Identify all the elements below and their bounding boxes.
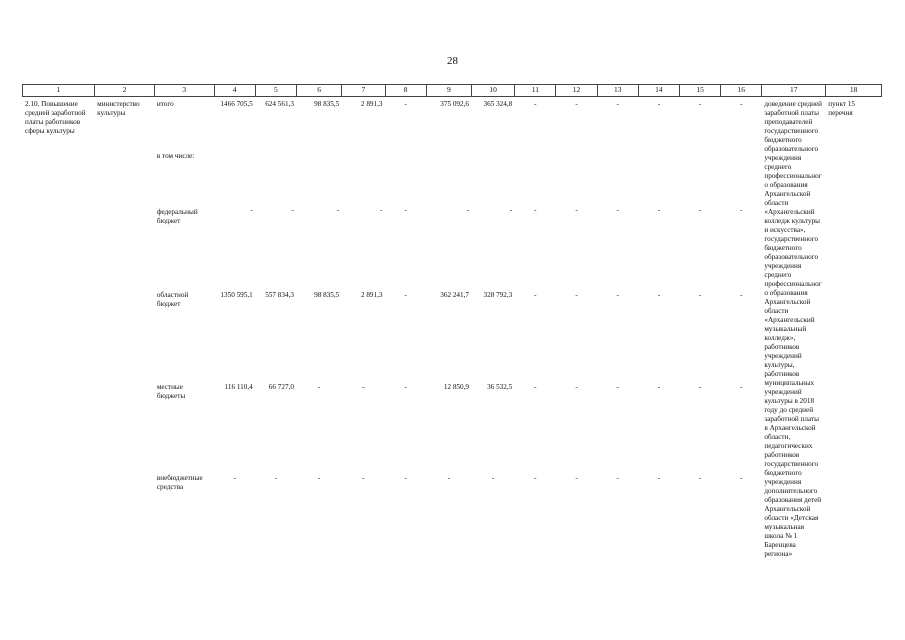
value-cell: -: [657, 474, 661, 483]
col-header: 8: [385, 85, 426, 97]
value-cell: 375 092,6: [440, 100, 469, 108]
value-cell: -: [575, 205, 578, 214]
value-cell: 12 850,9: [443, 382, 469, 391]
measure-name: 2.10. Повышение средней заработной платы работников сферы культуры: [25, 100, 86, 135]
col-header: 11: [515, 85, 556, 97]
funding-source: внебюджетные средства: [156, 474, 203, 492]
value-cell: -: [317, 382, 321, 391]
value-cell: -: [575, 100, 578, 108]
value-cell: 98 835,5: [314, 291, 340, 300]
value-cell: 557 834,3: [265, 291, 294, 300]
value-cell: -: [534, 382, 537, 391]
value-cell: [385, 146, 426, 205]
value-cell: 98 835,5: [314, 100, 340, 108]
value-cell: -: [575, 291, 578, 300]
value-cell: -: [740, 382, 743, 391]
value-cell: [342, 146, 385, 205]
value-cell: -: [491, 474, 495, 483]
value-cell: 116 110,4: [224, 382, 253, 391]
funding-source: местные бюджеты: [156, 382, 186, 400]
value-cell: [556, 146, 597, 205]
value-cell: -: [534, 205, 537, 214]
value-cell: 1350 595,1: [220, 291, 253, 300]
value-cell: -: [575, 382, 578, 391]
col-header: 4: [214, 85, 255, 97]
value-cell: -: [466, 205, 469, 214]
value-cell: -: [274, 474, 278, 483]
value-cell: -: [404, 291, 407, 300]
value-cell: -: [233, 474, 236, 483]
program-measures-table: [22, 84, 882, 560]
value-cell: -: [740, 291, 743, 300]
value-cell: -: [404, 205, 407, 214]
value-cell: 328 792,3: [483, 291, 513, 300]
value-cell: [296, 146, 341, 205]
col-header: 1: [23, 85, 95, 97]
value-cell: -: [698, 382, 702, 391]
value-cell: -: [404, 100, 407, 108]
value-cell: [721, 146, 762, 205]
value-cell: [680, 146, 721, 205]
value-cell: -: [575, 474, 578, 483]
value-cell: -: [657, 291, 661, 300]
col-header: 2: [95, 85, 155, 97]
value-cell: -: [657, 100, 661, 108]
value-cell: -: [616, 100, 619, 108]
value-cell: -: [698, 474, 702, 483]
value-cell: -: [404, 382, 407, 391]
value-cell: [638, 146, 679, 205]
value-cell: -: [534, 474, 537, 483]
value-cell: -: [404, 474, 407, 483]
value-cell: -: [657, 382, 661, 391]
value-cell: -: [740, 474, 743, 483]
funding-source: федеральный бюджет: [156, 207, 198, 225]
value-cell: [214, 146, 255, 205]
value-cell: [472, 146, 515, 205]
value-cell: -: [509, 205, 513, 214]
value-cell: -: [616, 474, 619, 483]
table-row: [23, 97, 882, 146]
value-cell: -: [291, 205, 294, 214]
value-cell: [515, 146, 556, 205]
col-header: 7: [342, 85, 385, 97]
value-cell: [597, 146, 638, 205]
col-header: 13: [597, 85, 638, 97]
value-cell: [426, 146, 471, 205]
value-cell: -: [698, 291, 702, 300]
value-cell: -: [380, 205, 383, 214]
expected-result: доведение средней заработной платы преподавателей государственного бюджетного образовательного учреждения среднего профессионального образования Архангельской области «Архангельский колледж культуры и искусства», государственного бюджетного образовательного учреждения среднего профессионального образования Архангельской области «Архангельский музыкальный колледж», работников учреждений культуры, работников муниципальных учреждений культуры в 2018 году до средней заработной платы в Архангельской области, педагогических работников государственного бюджетного учреждения дополнительного образования детей Архангельской области «Детская музыкальная школа № 1 Баренцева региона»: [764, 100, 823, 558]
reference: пункт 15 перечня: [828, 100, 856, 117]
value-cell: -: [616, 291, 619, 300]
funding-source: итого: [156, 100, 174, 108]
value-cell: -: [362, 382, 365, 391]
value-cell: -: [698, 100, 702, 108]
value-cell: 36 532,5: [487, 382, 513, 391]
value-cell: -: [250, 205, 253, 214]
value-cell: 66 727,0: [268, 382, 294, 391]
executor: министерство культуры: [97, 100, 140, 117]
col-header: 15: [680, 85, 721, 97]
value-cell: 365 324,8: [483, 100, 513, 108]
value-cell: -: [616, 205, 619, 214]
value-cell: -: [362, 474, 365, 483]
value-cell: [255, 146, 296, 205]
value-cell: -: [447, 474, 451, 483]
value-cell: 2 891,3: [360, 100, 383, 108]
value-cell: -: [336, 205, 340, 214]
value-cell: 2 891,3: [360, 291, 383, 300]
value-cell: 1466 705,5: [220, 100, 253, 108]
col-header: 6: [296, 85, 341, 97]
col-header: 9: [426, 85, 471, 97]
col-header: 3: [154, 85, 214, 97]
value-cell: -: [657, 205, 661, 214]
col-header: 18: [826, 85, 882, 97]
value-cell: 362 241,7: [440, 291, 469, 300]
col-header: 14: [638, 85, 679, 97]
funding-source: в том числе:: [156, 151, 195, 160]
value-cell: -: [740, 100, 743, 108]
col-header: 5: [255, 85, 296, 97]
col-header: 12: [556, 85, 597, 97]
col-header: 10: [472, 85, 515, 97]
page-number: 28: [447, 55, 458, 67]
value-cell: -: [698, 205, 702, 214]
col-header: 17: [762, 85, 826, 97]
value-cell: -: [534, 100, 537, 108]
column-number-row: [23, 85, 882, 97]
value-cell: -: [740, 205, 743, 214]
col-header: 16: [721, 85, 762, 97]
value-cell: 624 561,3: [265, 100, 294, 108]
value-cell: -: [534, 291, 537, 300]
value-cell: -: [616, 382, 619, 391]
value-cell: -: [317, 474, 321, 483]
funding-source: областной бюджет: [156, 291, 189, 309]
